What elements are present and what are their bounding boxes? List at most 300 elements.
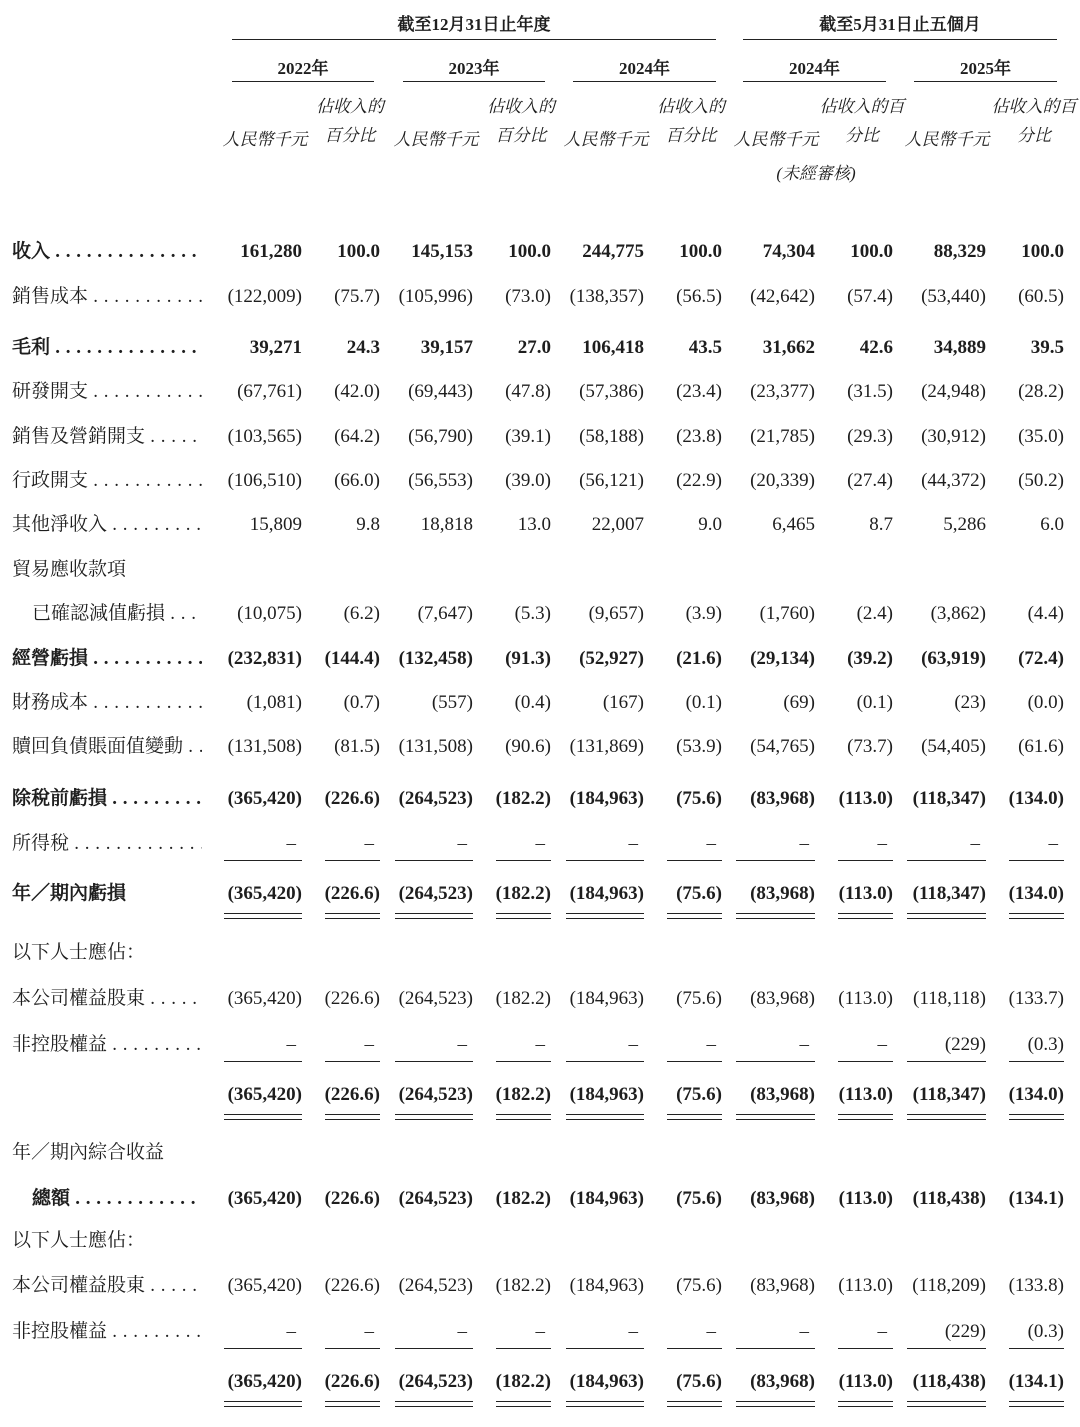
row-value: (83,968)	[750, 883, 815, 904]
row-value: (264,523)	[398, 988, 473, 1009]
row-value: –	[970, 833, 980, 854]
total-double-rule	[566, 1401, 644, 1407]
row-value: 8.7	[869, 514, 893, 535]
total-double-rule	[224, 913, 302, 919]
table-row	[0, 938, 1080, 968]
subtotal-rule	[838, 1348, 893, 1349]
total-double-rule	[667, 1114, 722, 1120]
subtotal-rule	[496, 1061, 551, 1062]
row-value: (365,420)	[227, 788, 302, 809]
table-row	[0, 644, 1080, 674]
row-value: 106,418	[582, 337, 644, 358]
row-value: (229)	[944, 1034, 986, 1055]
subtotal-rule	[395, 1061, 473, 1062]
table-row	[0, 237, 1080, 267]
row-value: (365,420)	[227, 1084, 302, 1105]
unit-rmb: 人民幣千元	[393, 130, 479, 149]
table-row	[0, 422, 1080, 452]
row-value: (0.7)	[343, 692, 380, 713]
row-value: (226.6)	[324, 1084, 380, 1105]
subtotal-rule	[838, 1061, 893, 1062]
row-label: 經營虧損 . . .	[12, 644, 202, 674]
row-value: (6.2)	[343, 603, 380, 624]
row-value: (27.4)	[847, 470, 893, 491]
row-value: (7,647)	[417, 603, 473, 624]
row-value: (229)	[944, 1321, 986, 1342]
total-double-rule	[496, 1114, 551, 1120]
row-value: 13.0	[517, 514, 551, 535]
row-value: (264,523)	[398, 1084, 473, 1105]
row-value: (0.1)	[856, 692, 893, 713]
row-value: 39,157	[420, 337, 473, 358]
row-value: (264,523)	[398, 788, 473, 809]
row-value: (1,760)	[759, 603, 815, 624]
row-label: 以下人士應佔：	[12, 942, 146, 963]
subtotal-rule	[566, 1061, 644, 1062]
row-label: 財務成本 . . .	[12, 688, 202, 718]
row-value: 6,465	[772, 514, 815, 535]
row-value: (133.8)	[1008, 1275, 1064, 1296]
row-value: (39.1)	[505, 426, 551, 447]
row-value: 100.0	[508, 241, 551, 262]
row-value: 145,153	[411, 241, 473, 262]
header-year-rule	[232, 81, 374, 82]
row-value: (0.4)	[514, 692, 551, 713]
table-row	[0, 1030, 1080, 1060]
table-row	[0, 1271, 1080, 1301]
row-value: (75.6)	[676, 1371, 722, 1392]
row-value: 24.3	[346, 337, 380, 358]
row-value: (39.2)	[847, 648, 893, 669]
row-value: (54,405)	[921, 736, 986, 757]
total-double-rule	[838, 1401, 893, 1407]
row-value: (365,420)	[227, 883, 302, 904]
row-value: –	[799, 1034, 809, 1055]
row-value: (118,118)	[913, 988, 986, 1009]
row-value: (1,081)	[246, 692, 302, 713]
row-value: (184,963)	[569, 883, 644, 904]
row-value: (29.3)	[847, 426, 893, 447]
table-row	[0, 1184, 1080, 1214]
row-value: (134.0)	[1008, 1084, 1064, 1105]
row-value: (28.2)	[1018, 381, 1064, 402]
row-value: (63,919)	[921, 648, 986, 669]
row-value: (23.4)	[676, 381, 722, 402]
row-value: (182.2)	[495, 988, 551, 1009]
row-value: –	[535, 1034, 545, 1055]
total-double-rule	[907, 1114, 986, 1120]
subtotal-rule	[395, 860, 473, 861]
row-value: (73.0)	[505, 286, 551, 307]
row-label: 本公司權益股東 . . .	[12, 984, 202, 1014]
row-value: 161,280	[240, 241, 302, 262]
row-value: (182.2)	[495, 883, 551, 904]
row-value: 88,329	[933, 241, 986, 262]
row-value: 34,889	[933, 337, 986, 358]
row-label: 總額 . . .	[32, 1184, 202, 1214]
unit-pct: 佔收入的 百分比	[487, 97, 555, 145]
row-value: (75.6)	[676, 788, 722, 809]
row-value: –	[286, 1034, 296, 1055]
row-value: (0.1)	[685, 692, 722, 713]
row-value: 9.8	[356, 514, 380, 535]
table-row	[0, 599, 1080, 629]
table-row	[0, 510, 1080, 540]
total-double-rule	[907, 913, 986, 919]
row-label: 年／期內綜合收益	[12, 1142, 165, 1163]
total-double-rule	[667, 913, 722, 919]
row-value: (56,790)	[408, 426, 473, 447]
row-value: (226.6)	[324, 883, 380, 904]
row-value: 5,286	[943, 514, 986, 535]
total-double-rule	[395, 1114, 473, 1120]
table-row	[0, 829, 1080, 859]
header-year-2022: 2022年	[277, 59, 329, 78]
table-row	[0, 984, 1080, 1014]
row-value: –	[535, 833, 545, 854]
row-value: (69,443)	[408, 381, 473, 402]
row-value: (53.9)	[676, 736, 722, 757]
row-value: (134.1)	[1008, 1371, 1064, 1392]
row-label: 銷售成本 . . .	[12, 282, 202, 312]
row-value: (54,765)	[750, 736, 815, 757]
row-value: (134.0)	[1008, 788, 1064, 809]
row-label: 行政開支 . . .	[12, 466, 202, 496]
subtotal-rule	[736, 1348, 815, 1349]
row-value: 74,304	[762, 241, 815, 262]
table-row	[0, 1226, 1080, 1256]
row-value: 244,775	[582, 241, 644, 262]
row-value: (264,523)	[398, 1275, 473, 1296]
row-value: (184,963)	[569, 788, 644, 809]
row-value: –	[877, 1034, 887, 1055]
total-double-rule	[1009, 1114, 1064, 1120]
row-value: (83,968)	[750, 1084, 815, 1105]
subtotal-rule	[325, 860, 380, 861]
row-value: (118,347)	[912, 883, 986, 904]
row-value: (113.0)	[838, 1188, 893, 1209]
row-value: 100.0	[679, 241, 722, 262]
total-double-rule	[736, 1401, 815, 1407]
row-value: –	[799, 1321, 809, 1342]
subtotal-rule	[736, 860, 815, 861]
unit-rmb: 人民幣千元	[904, 130, 990, 149]
row-value: (56,121)	[579, 470, 644, 491]
row-value: (3,862)	[930, 603, 986, 624]
row-value: (56.5)	[676, 286, 722, 307]
row-value: –	[799, 833, 809, 854]
row-value: (226.6)	[324, 1188, 380, 1209]
total-double-rule	[325, 1401, 380, 1407]
row-value: (118,438)	[912, 1188, 986, 1209]
row-value: (75.6)	[676, 1275, 722, 1296]
subtotal-rule	[907, 1061, 986, 1062]
table-row	[0, 1367, 1080, 1397]
row-value: (83,968)	[750, 1188, 815, 1209]
subtotal-rule	[667, 1348, 722, 1349]
row-value: (365,420)	[227, 1371, 302, 1392]
subtotal-rule	[736, 1061, 815, 1062]
row-value: (122,009)	[227, 286, 302, 307]
row-value: (118,209)	[912, 1275, 986, 1296]
row-value: (31.5)	[847, 381, 893, 402]
row-value: (21,785)	[750, 426, 815, 447]
unit-pct: 佔收入的百 分比	[819, 97, 905, 145]
row-value: (134.0)	[1008, 883, 1064, 904]
row-value: –	[706, 1034, 716, 1055]
total-double-rule	[224, 1114, 302, 1120]
row-value: (42.0)	[334, 381, 380, 402]
row-label: 已確認減值虧損 . . .	[32, 599, 202, 629]
row-value: (39.0)	[505, 470, 551, 491]
subtotal-rule	[1009, 1061, 1064, 1062]
row-label: 非控股權益 . . .	[12, 1317, 202, 1347]
row-value: (264,523)	[398, 1371, 473, 1392]
table-row	[0, 555, 1080, 585]
row-value: (113.0)	[838, 1275, 893, 1296]
unit-rmb: 人民幣千元	[222, 130, 308, 149]
table-row	[0, 1080, 1080, 1110]
subtotal-rule	[325, 1061, 380, 1062]
row-value: 27.0	[517, 337, 551, 358]
row-label: 其他淨收入 . . .	[12, 510, 202, 540]
row-value: (226.6)	[324, 1371, 380, 1392]
row-value: 42.6	[859, 337, 893, 358]
row-value: (133.7)	[1008, 988, 1064, 1009]
row-value: (167)	[602, 692, 644, 713]
row-value: (9,657)	[588, 603, 644, 624]
row-value: (557)	[431, 692, 473, 713]
total-double-rule	[566, 913, 644, 919]
table-row	[0, 333, 1080, 363]
row-value: –	[535, 1321, 545, 1342]
table-row	[0, 377, 1080, 407]
unaudited-note: (未經審核)	[776, 164, 856, 183]
header-group-5m-rule	[743, 39, 1057, 40]
subtotal-rule	[224, 860, 302, 861]
row-value: (61.6)	[1018, 736, 1064, 757]
row-value: (118,347)	[912, 788, 986, 809]
subtotal-rule	[395, 1348, 473, 1349]
row-value: 43.5	[688, 337, 722, 358]
header-year-2024: 2024年	[619, 59, 670, 78]
row-label: 所得稅 . . .	[12, 829, 202, 859]
row-value: 6.0	[1040, 514, 1064, 535]
subtotal-rule	[907, 1348, 986, 1349]
subtotal-rule	[1009, 1348, 1064, 1349]
table-row	[0, 879, 1080, 909]
row-value: 39,271	[249, 337, 302, 358]
row-label: 貿易應收款項	[12, 559, 127, 580]
subtotal-rule	[325, 1348, 380, 1349]
row-value: (81.5)	[334, 736, 380, 757]
row-value: 22,007	[591, 514, 644, 535]
subtotal-rule	[566, 1348, 644, 1349]
row-value: (23.8)	[676, 426, 722, 447]
table-row	[0, 466, 1080, 496]
row-label: 除稅前虧損 . . .	[12, 784, 202, 814]
row-value: (73.7)	[847, 736, 893, 757]
row-value: (182.2)	[495, 1188, 551, 1209]
row-value: (5.3)	[514, 603, 551, 624]
row-label: 毛利 . . .	[12, 333, 202, 363]
row-value: (113.0)	[838, 1371, 893, 1392]
row-value: (226.6)	[324, 1275, 380, 1296]
total-double-rule	[496, 913, 551, 919]
row-value: 15,809	[249, 514, 302, 535]
row-value: (75.6)	[676, 1084, 722, 1105]
total-double-rule	[838, 1114, 893, 1120]
row-value: (56,553)	[408, 470, 473, 491]
total-double-rule	[496, 1401, 551, 1407]
row-value: (64.2)	[334, 426, 380, 447]
unit-rmb: 人民幣千元	[733, 130, 819, 149]
row-label: 研發開支 . . .	[12, 377, 202, 407]
row-label: 收入 . . .	[12, 237, 202, 267]
unit-pct: 佔收入的百 分比	[991, 97, 1077, 145]
unit-pct: 佔收入的 百分比	[657, 97, 725, 145]
row-value: 39.5	[1030, 337, 1064, 358]
row-value: (184,963)	[569, 1275, 644, 1296]
header-group-fy-rule	[232, 39, 716, 40]
total-double-rule	[566, 1114, 644, 1120]
row-value: –	[457, 1034, 467, 1055]
row-value: (52,927)	[579, 648, 644, 669]
row-value: (131,869)	[569, 736, 644, 757]
row-value: (113.0)	[838, 883, 893, 904]
row-value: (184,963)	[569, 1188, 644, 1209]
row-value: –	[628, 1034, 638, 1055]
row-label: 以下人士應佔：	[12, 1230, 146, 1251]
total-double-rule	[395, 913, 473, 919]
subtotal-rule	[224, 1348, 302, 1349]
total-double-rule	[325, 913, 380, 919]
row-value: (83,968)	[750, 788, 815, 809]
table-row	[0, 732, 1080, 762]
row-label: 贖回負債賬面值變動 . . .	[12, 732, 202, 762]
row-value: 9.0	[698, 514, 722, 535]
row-value: (72.4)	[1018, 648, 1064, 669]
row-value: (53,440)	[921, 286, 986, 307]
row-value: (23)	[954, 692, 986, 713]
table-row	[0, 1138, 1080, 1168]
row-value: –	[286, 833, 296, 854]
row-value: (24,948)	[921, 381, 986, 402]
row-value: (83,968)	[750, 988, 815, 1009]
subtotal-rule	[566, 860, 644, 861]
row-value: (69)	[783, 692, 815, 713]
row-value: –	[364, 1034, 374, 1055]
row-value: (4.4)	[1027, 603, 1064, 624]
subtotal-rule	[838, 860, 893, 861]
row-value: (10,075)	[237, 603, 302, 624]
row-value: –	[877, 833, 887, 854]
row-value: (226.6)	[324, 788, 380, 809]
header-year-2024-5m: 2024年	[789, 59, 840, 78]
row-value: (75.6)	[676, 883, 722, 904]
subtotal-rule	[667, 1061, 722, 1062]
row-value: 31,662	[762, 337, 815, 358]
row-value: –	[706, 1321, 716, 1342]
row-value: –	[286, 1321, 296, 1342]
total-double-rule	[395, 1401, 473, 1407]
row-value: (184,963)	[569, 1084, 644, 1105]
row-value: (42,642)	[750, 286, 815, 307]
row-value: (2.4)	[856, 603, 893, 624]
row-value: 18,818	[420, 514, 473, 535]
row-value: –	[628, 1321, 638, 1342]
row-value: (29,134)	[750, 648, 815, 669]
unit-rmb: 人民幣千元	[563, 130, 649, 149]
row-value: (0.0)	[1027, 692, 1064, 713]
subtotal-rule	[907, 860, 986, 861]
row-value: (44,372)	[921, 470, 986, 491]
subtotal-rule	[496, 860, 551, 861]
subtotal-rule	[496, 1348, 551, 1349]
table-row	[0, 688, 1080, 718]
header-year-rule	[403, 81, 545, 82]
row-value: (23,377)	[750, 381, 815, 402]
row-value: –	[628, 833, 638, 854]
row-label: 本公司權益股東 . . .	[12, 1271, 202, 1301]
row-value: (134.1)	[1008, 1188, 1064, 1209]
row-value: (50.2)	[1018, 470, 1064, 491]
row-value: –	[877, 1321, 887, 1342]
row-value: (75.7)	[334, 286, 380, 307]
total-double-rule	[325, 1114, 380, 1120]
row-value: (131,508)	[398, 736, 473, 757]
row-value: –	[457, 1321, 467, 1342]
subtotal-rule	[667, 860, 722, 861]
header-year-rule	[743, 81, 886, 82]
row-value: (75.6)	[676, 988, 722, 1009]
row-value: (365,420)	[227, 1275, 302, 1296]
row-value: –	[364, 833, 374, 854]
row-value: (3.9)	[685, 603, 722, 624]
row-value: (57,386)	[579, 381, 644, 402]
row-value: –	[706, 833, 716, 854]
unit-pct: 佔收入的 百分比	[316, 97, 384, 145]
header-year-rule	[914, 81, 1057, 82]
row-value: –	[1048, 833, 1058, 854]
row-value: 100.0	[1021, 241, 1064, 262]
table-row	[0, 282, 1080, 312]
row-value: (91.3)	[505, 648, 551, 669]
subtotal-rule	[224, 1061, 302, 1062]
row-value: (22.9)	[676, 470, 722, 491]
row-value: (182.2)	[495, 788, 551, 809]
total-double-rule	[1009, 913, 1064, 919]
row-value: (118,347)	[912, 1084, 986, 1105]
row-value: (113.0)	[838, 1084, 893, 1105]
row-value: (47.8)	[505, 381, 551, 402]
row-value: (83,968)	[750, 1275, 815, 1296]
row-value: (20,339)	[750, 470, 815, 491]
row-value: (264,523)	[398, 883, 473, 904]
total-double-rule	[736, 1114, 815, 1120]
table-row	[0, 1317, 1080, 1347]
row-value: (57.4)	[847, 286, 893, 307]
table-row	[0, 784, 1080, 814]
row-value: (264,523)	[398, 1188, 473, 1209]
row-label: 年／期內虧損	[12, 883, 127, 904]
row-value: (103,565)	[227, 426, 302, 447]
row-label: 銷售及營銷開支 . . .	[12, 422, 202, 452]
row-value: (182.2)	[495, 1275, 551, 1296]
total-double-rule	[667, 1401, 722, 1407]
total-double-rule	[838, 913, 893, 919]
row-value: (21.6)	[676, 648, 722, 669]
